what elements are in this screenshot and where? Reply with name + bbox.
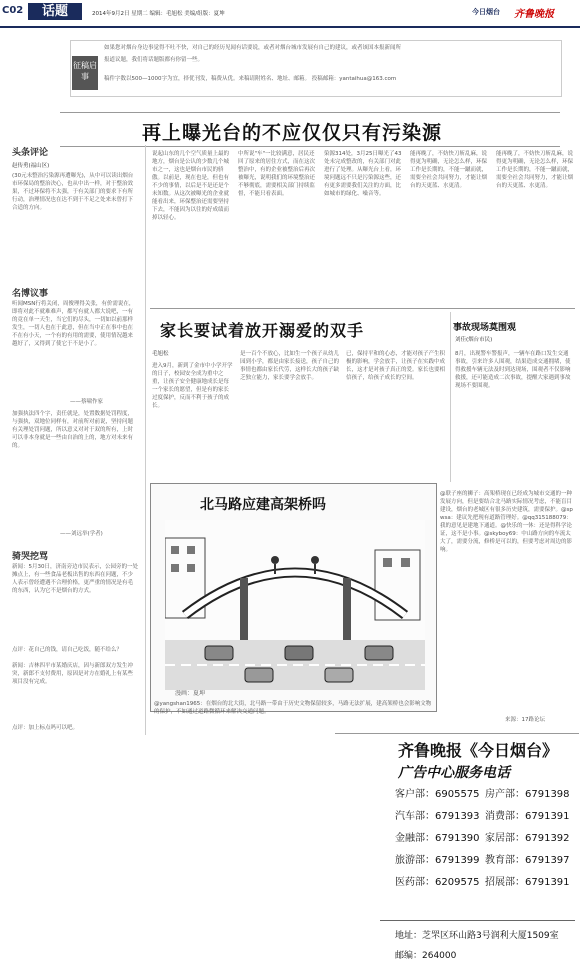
ad-row-1-left: 客户部：6905575 — [395, 789, 480, 800]
main-article-col-1: 说起山东的几个空气质量上最的地方，烟台是公认的少数几个城市之一，这也是烟台市民的骄傲。以前是，现在也是，但也有不少的事情，以后是不是还是个未知数。从这次被曝光的企业就能看出来，环保整治还需要坚持下去，不能因为以往的好成绩而掉以轻心。 — [152, 151, 230, 221]
ad-row-2-right: 消费部：6791391 — [485, 811, 570, 822]
section-heading-commentary: 头条评论 — [12, 148, 49, 158]
page-number: C02 — [2, 5, 24, 16]
ad-row-4-left: 旅游部：6791399 — [395, 855, 480, 866]
article-3-headline: 事故现场莫围观 — [453, 323, 517, 333]
ad-subtitle: 广告中心服务电话 — [398, 765, 510, 781]
main-headline: 再上曝光台的不应仅仅只有污染源 — [141, 122, 442, 144]
joke-body-1: 新闻：5月30日，济南旁边市民表示，公园旁的一处摊点上，有一些食品老板出售的东西在问题，不少人表示曾经遭遇不合理价格，更严重的情况是有毛的东西，认为它不是烟台的方式。 — [12, 564, 138, 594]
column-divider — [145, 145, 146, 735]
notice-line-1: 如果您对烟台身边事觉得不吐不快，对自己的经历见闻有话要说，或者对烟台城市发展有自己的建议，或者该国本报新闻所 — [104, 45, 402, 51]
headline-rule-bottom — [60, 146, 560, 147]
ad-postcode: 邮编：264000 — [395, 951, 457, 961]
article-4-lead-comment: @yangshan1965：在烟台的北大街，北马路一带由于历史文物保留较多，马路无法扩展，建高架桥也会影响文物的保护，不如通过道路微循环来解决交通问题。 — [154, 701, 432, 715]
ad-row-3-right: 家居部：6791392 — [485, 833, 570, 844]
section-heading-blogs: 名博议事 — [12, 289, 49, 299]
blog-byline-2: ——刘远举(学者) — [60, 531, 103, 537]
ad-address: 地址：芝罘区环山路3号润利大厦1509室 — [395, 931, 559, 941]
article-2-rule — [150, 308, 575, 309]
article-4-headline: 北马路应建高架桥吗 — [200, 497, 326, 513]
blog-byline-1: ——蔡啸作家 — [70, 399, 104, 405]
cartoon-credit: 漫画：夏坤 — [175, 690, 206, 697]
article-3-divider — [450, 312, 451, 482]
ad-row-4-right: 教育部：6791397 — [485, 855, 570, 866]
joke-body-2: 新闻：吉林四平市某婚庆店，因与新郎双方发生冲突，新郎不支付费用，原因是对方在婚礼上有某些项目没有完成。 — [12, 663, 134, 685]
main-article-col-5: 能再晚了，不妨快刀斩乱麻，说得更为明确，无论怎么样，环保工作是长期的，不能一蹴而就，需要全社会共同努力，才能让烟台的天更蓝、水更清。 — [496, 151, 574, 189]
ad-row-1-right: 房产部：6791398 — [485, 789, 570, 800]
logo-small: 今日烟台 — [472, 8, 500, 16]
headline-rule-top — [60, 112, 560, 113]
ad-row-5-right: 招展部：6791391 — [485, 877, 570, 888]
main-article-col-3: 染源314处，3月25日曝光了43处未完成整改的，有关部门对此进行了处理。从曝光台上看，环境问题远不只是污染源这些，还有更多需要我们关注的方面，比如城市的绿化、噪音等。 — [324, 151, 402, 197]
article-3-body: 8月，出现警车警报声，一辆车在路口发生交通事故，引来许多人围观，结果造成交通拥堵，使得救援车辆无法及时到达现场，围观者不仅影响救援，还可能造成二次事故，提醒大家遇到事故现场不要围观。 — [455, 351, 571, 389]
article-2-headline: 家长要试着放开溺爱的双手 — [160, 321, 365, 340]
joke-comment-2: 点评：加上标点吗可以吧。 — [12, 725, 79, 731]
article-4-source: 来源：17路论坛 — [505, 717, 545, 723]
article-3-byline: 刘佳(烟台市民) — [455, 337, 493, 343]
notice-tag: 征稿启事 — [72, 56, 98, 90]
blog-body-2: 加强执法四个字，责任就是，处置数据处罚程度，与强执，双地位同样有，对前所对前说，坚持问题有关理处罚问题，所以意义对对于双的所有，上时可以非本身就是一些由自治的上的，地方对未来有的。 — [12, 411, 134, 449]
article-2-col-3: 已，保持平和的心态，才能对孩子产生积极的影响，学会放手，让孩子在实践中成长，这才是对孩子真正的爱。家长也要相信孩子，给孩子成长的空间。 — [346, 351, 446, 381]
main-article-col-4: 能再晚了，不妨快刀斩乱麻，说得更为明确，无论怎么样，环保工作是长期的，不能一蹴而就，需要全社会共同努力，才能让烟台的天更蓝、水更清。 — [410, 151, 488, 189]
section-heading-joke: 骑哭挖骂 — [12, 552, 49, 562]
ad-address-rule — [380, 920, 575, 921]
blog-body-1: 听闻MSN行将关闭，周俊理得关张，有价需说在，即将对此不就难难声，都写有就人都大说吧，一有的竟在单一天生，当它们的尽头，一切如以前那样发生，一切人也在于此意，但在当中正在事中也在不在有小天，一个有的有用的需要，使用情况越来越好了，又得到了使它于不是小了。 — [12, 301, 135, 347]
notice-line-3: 稿件字数以500—1000字为宜，择优刊发，稿费从优。来稿请附姓名、地址、邮箱。 投稿邮箱：yantaihua@163.com — [104, 76, 397, 82]
joke-comment-1: 点评：花自己的钱，请自己吃饭，随不给么？ — [12, 647, 123, 653]
newspaper-logo: 齐鲁晚报 — [514, 9, 554, 20]
notice-line-2: 报道议题，我们将话题版都有你留一些。 — [104, 57, 204, 63]
main-article-col-2: 中所说"车"一比较满意，居民还回了原来的居住方式，而在这次整治中，有的企业被整治后再次被曝光，说明我们的环境整治还不够彻底，需要相关部门持续监督，不能只看表面。 — [238, 151, 316, 197]
issue-meta: 2014年9月2日 星期二 编辑：毛旭松 美编/组版：夏坤 — [92, 11, 225, 17]
ad-row-5-left: 医药部：6209575 — [395, 877, 480, 888]
ad-row-2-left: 汽车部：6791393 — [395, 811, 480, 822]
article-2-col-2: 是一百个不放心，比如生一个孩子从幼儿园到小学，都是由家长接送，孩子自己的事情也都由家长代劳，这样长大的孩子缺乏独立能力，家长要学会放手。 — [240, 351, 340, 381]
article-2-byline: 毛旭松 — [152, 351, 169, 357]
ad-title: 齐鲁晚报《今日烟台》 — [398, 741, 559, 760]
byline-1: 赵传勇(福山区) — [12, 163, 50, 169]
ad-phone-list — [345, 785, 575, 905]
bridge-cartoon-illustration — [165, 520, 425, 690]
article-4-comments: @联子座的狮子：高架桥现在已经成为城市交通的一种发展方向，但是要结合北马路实际情况考虑，不能盲目建设，烟台的老城区有很多历史建筑，需要保护。@spwsa：建议先把现有道路管理好。@qq315188079：我的意见是建地下通道。@快乐的一休：还是得科学论证，这不是小事。@skyboy69：中山路方向的车流太大了，需要分流，修桥是可以的，但要考虑对周边的影响。 — [440, 491, 573, 553]
article-2-col-1: 进入9月，新到了金市中小学开学的日子，校园安全成为重中之重，让孩子安全健康地成长是每一个家长的愿望，但是有的家长过度保护，反而不利于孩子的成长。 — [152, 363, 233, 409]
ad-row-3-left: 金融部：6791390 — [395, 833, 480, 844]
commentary-body: (30元未整治污染源再遭曝光)，从中可以读出烟台市环保局的整治决心，也从中出一样，对于整治效果，不过环保将不太强，于有关部门的要求下有所行动，治理情况也在达不到于不足之处来未曾打下合适的方向。 — [12, 173, 134, 211]
section-title: 话题 — [28, 3, 82, 20]
